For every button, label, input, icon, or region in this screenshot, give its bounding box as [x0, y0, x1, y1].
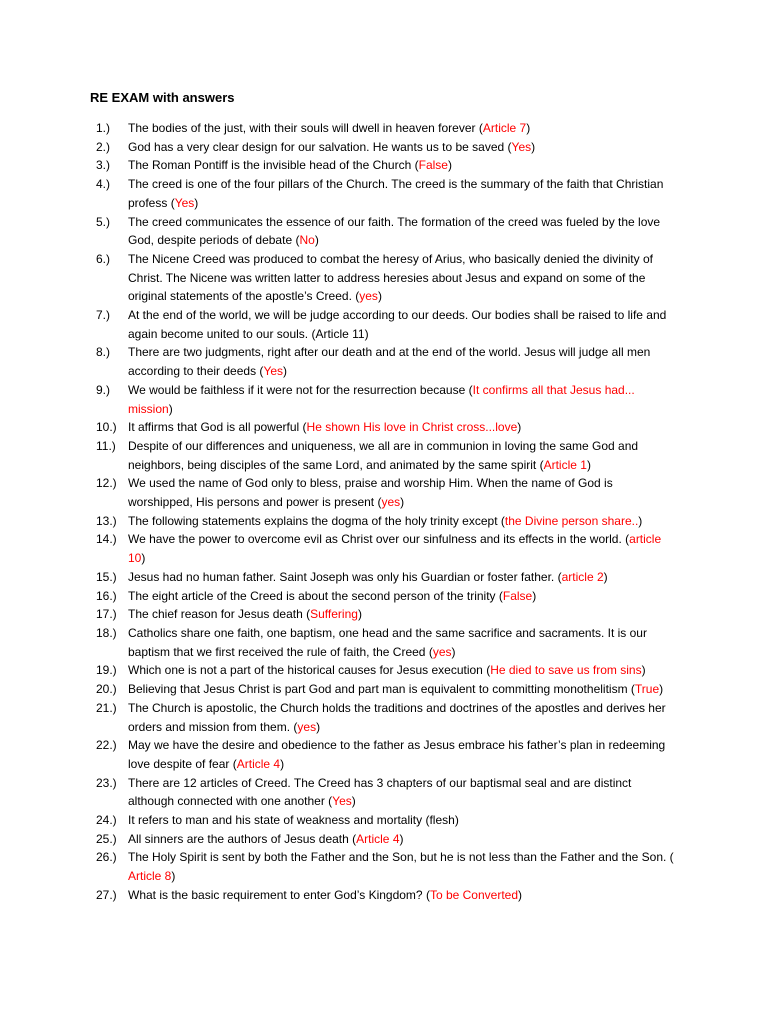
question-item [96, 381, 678, 418]
question-item [96, 661, 678, 680]
question-body: Jesus had no human father. Saint Joseph was only his Guardian or foster father. (article 2) [128, 569, 608, 584]
question-item [96, 119, 678, 138]
answer-text: To be Converted [429, 887, 519, 902]
question-item [96, 624, 678, 661]
question-text: God has a very clear design for our salvation. He wants us to be saved [128, 139, 505, 154]
question-item [96, 774, 678, 811]
question-body [128, 811, 678, 830]
question-item [96, 886, 678, 905]
answer-text: article 10 [128, 532, 662, 566]
question-item [96, 830, 678, 849]
question-text: We would be faithless if it were not for the resurrection because [128, 382, 466, 397]
question-text: There are 12 articles of Creed. The Creed has 3 chapters of our baptismal seal and are distinct although connected with one another [128, 775, 632, 809]
question-body: We have the power to overcome evil as Christ over our sinfulness and its effects in the world. (article 10) [128, 532, 662, 566]
question-number: 23.) [96, 775, 117, 790]
question-number: 5.) [96, 214, 111, 229]
question-text: The following statements explains the dogma of the holy trinity except [128, 513, 498, 528]
question-item [96, 605, 678, 624]
question-body: The chief reason for Jesus death (Suffering) [128, 607, 362, 622]
question-text: It refers to man and his state of weakness and mortality (flesh) [128, 813, 459, 828]
question-number: 1.) [96, 121, 111, 135]
question-number: 8.) [96, 345, 111, 360]
question-text: May we have the desire and obedience to the father as Jesus embrace his father’s plan in redeeming love despite of fear [128, 738, 666, 771]
question-number: 13.) [96, 513, 117, 528]
question-number: 25.) [96, 831, 117, 846]
document-title: RE EXAM with answers [90, 90, 235, 105]
question-number: 21.) [96, 700, 117, 715]
question-body: The Church is apostolic, the Church holds the traditions and doctrines of the apostles and derives her orders and mission from them. (yes) [128, 700, 666, 734]
question-item [96, 418, 678, 437]
question-body: The creed communicates the essence of our faith. The formation of the creed was fueled by the love God, despite periods of debate (No) [128, 214, 661, 248]
question-body [128, 306, 678, 343]
question-body: The Roman Pontiff is the invisible head of the Church (False) [128, 158, 452, 173]
question-item [96, 512, 678, 531]
question-item [96, 736, 678, 773]
question-item [96, 568, 678, 587]
question-number: 11.) [96, 438, 116, 453]
answer-text: False [418, 158, 448, 173]
question-item [96, 680, 678, 699]
answer-text: yes [359, 289, 378, 304]
question-text: The Holy Spirit is sent by both the Father and the Son, but he is not less than the Father and the Son. [128, 850, 667, 865]
answer-text: Article 4 [236, 756, 281, 771]
question-number: 9.) [96, 382, 111, 397]
question-number: 2.) [96, 139, 111, 154]
question-body: The Holy Spirit is sent by both the Father and the Son, but he is not less than the Father and the Son. ( Article 8) [128, 850, 674, 884]
question-item [96, 848, 678, 885]
answer-text: False [502, 588, 533, 603]
answer-text: yes [297, 719, 317, 734]
question-number: 18.) [96, 625, 117, 640]
answer-text: Article 7 [482, 121, 527, 135]
answer-text: the Divine person share.. [504, 513, 639, 528]
question-item [96, 306, 678, 343]
question-text: The creed is one of the four pillars of the Church. The creed is the summary of the faith that Christian profess [128, 177, 664, 210]
question-body: May we have the desire and obedience to the father as Jesus embrace his father’s plan in redeeming love despite of fear (Article 4) [128, 738, 666, 771]
question-number: 27.) [96, 887, 117, 902]
question-body: There are two judgments, right after our death and at the end of the world. Jesus will judge all men according to their deeds (Yes) [128, 345, 651, 379]
question-number: 26.) [96, 850, 117, 865]
answer-text: Article 4 [356, 831, 400, 846]
question-list [96, 119, 678, 905]
question-body: Despite of our differences and uniqueness, we all are in communion in loving the same God and neighbors, being disciples of the same Lord, and animated by the same spirit (Article 1) [128, 438, 639, 472]
question-item [96, 811, 678, 830]
question-body: The Nicene Creed was produced to combat the heresy of Arius, who basically denied the divinity of Christ. The Nicene was written latter to address heresies about Jesus and expand on some of the original statements of the apostle’s Creed. (yes) [128, 251, 653, 304]
question-number: 4.) [96, 177, 111, 192]
question-text: It affirms that God is all powerful [128, 420, 300, 435]
question-number: 14.) [96, 532, 117, 547]
question-text: The Church is apostolic, the Church holds the traditions and doctrines of the apostles and derives her orders and mission from them. [128, 700, 666, 734]
question-body: It affirms that God is all powerful (He shown His love in Christ cross...love) [128, 420, 522, 435]
answer-text: Article 8 [128, 869, 172, 884]
question-number: 15.) [96, 569, 117, 584]
question-item [96, 138, 678, 157]
question-number: 12.) [96, 476, 117, 491]
question-body: God has a very clear design for our salvation. He wants us to be saved (Yes) [128, 139, 536, 154]
question-text: The bodies of the just, with their souls will dwell in heaven forever [128, 121, 476, 135]
question-text: We used the name of God only to bless, praise and worship Him. When the name of God is worshipped, His persons and power is present [128, 476, 613, 510]
answer-text: True [634, 682, 660, 697]
question-number: 16.) [96, 588, 117, 603]
answer-text: He shown His love in Christ cross...love [306, 420, 518, 435]
question-text: At the end of the world, we will be judge according to our deeds. Our bodies shall be raised to life and again become united to our souls. (Article 11) [128, 308, 667, 341]
question-number: 10.) [96, 420, 117, 435]
question-body: Which one is not a part of the historical causes for Jesus execution (He died to save us from sins) [128, 663, 646, 678]
answer-text: Yes [332, 794, 352, 809]
question-text: Believing that Jesus Christ is part God and part man is equivalent to committing monothelitism [128, 682, 628, 697]
question-text: There are two judgments, right after our death and at the end of the world. Jesus will judge all men according to their deeds [128, 345, 651, 379]
question-body: Catholics share one faith, one baptism, one head and the same sacrifice and sacraments. It is our baptism that we first received the rule of faith, the Creed (yes) [128, 625, 647, 659]
question-text: What is the basic requirement to enter God’s Kingdom? [128, 887, 423, 902]
question-text: Catholics share one faith, one baptism, one head and the same sacrifice and sacraments. It is our baptism that we first received the rule of faith, the Creed [128, 625, 647, 659]
question-number: 20.) [96, 682, 117, 697]
answer-text: Article 1 [543, 457, 587, 472]
answer-text: It confirms all that Jesus had... mission [128, 382, 635, 416]
question-body: The bodies of the just, with their souls will dwell in heaven forever (Article 7) [128, 121, 531, 135]
question-item [96, 156, 678, 175]
question-number: 22.) [96, 738, 117, 753]
question-item [96, 437, 678, 474]
question-number: 24.) [96, 813, 117, 828]
question-body: The following statements explains the dogma of the holy trinity except (the Divine person share..) [128, 513, 643, 528]
answer-text: No [299, 233, 315, 248]
question-text: Which one is not a part of the historical causes for Jesus execution [128, 663, 483, 678]
question-body: Believing that Jesus Christ is part God and part man is equivalent to committing monothelitism (True) [128, 682, 664, 697]
question-text: We have the power to overcome evil as Christ over our sinfulness and its effects in the world. [128, 532, 622, 547]
question-item [96, 213, 678, 250]
question-body: What is the basic requirement to enter God’s Kingdom? (To be Converted) [128, 887, 523, 902]
question-body: There are 12 articles of Creed. The Creed has 3 chapters of our baptismal seal and are distinct although connected with one another (Yes) [128, 775, 632, 809]
question-number: 6.) [96, 251, 111, 266]
question-item [96, 587, 678, 606]
question-body: All sinners are the authors of Jesus death (Article 4) [128, 831, 404, 846]
question-text: The chief reason for Jesus death [128, 607, 303, 622]
answer-text: yes [381, 495, 401, 510]
question-text: The creed communicates the essence of our faith. The formation of the creed was fueled by the love God, despite periods of debate [128, 214, 661, 248]
question-text: The Roman Pontiff is the invisible head of the Church [128, 158, 412, 173]
question-text: Despite of our differences and uniqueness, we all are in communion in loving the same God and neighbors, being disciples of the same Lord, and animated by the same spirit [128, 438, 639, 472]
question-item [96, 530, 678, 567]
answer-text: Yes [174, 195, 195, 210]
question-body: The creed is one of the four pillars of the Church. The creed is the summary of the faith that Christian profess (Yes) [128, 177, 664, 210]
question-item [96, 699, 678, 736]
question-item [96, 175, 678, 212]
question-item [96, 474, 678, 511]
answer-text: article 2 [561, 569, 604, 584]
question-number: 3.) [96, 158, 111, 173]
question-body: We used the name of God only to bless, praise and worship Him. When the name of God is worshipped, His persons and power is present (yes) [128, 476, 613, 510]
question-text: All sinners are the authors of Jesus death [128, 831, 349, 846]
question-text: Jesus had no human father. Saint Joseph was only his Guardian or foster father. [128, 569, 555, 584]
answer-text: Yes [263, 364, 284, 379]
question-item [96, 250, 678, 306]
answer-text: Suffering [310, 607, 358, 622]
question-text: The eight article of the Creed is about the second person of the trinity [128, 588, 496, 603]
answer-text: Yes [511, 139, 532, 154]
question-item [96, 343, 678, 380]
question-number: 7.) [96, 308, 111, 323]
answer-text: He died to save us from sins [490, 663, 642, 678]
question-body: The eight article of the Creed is about the second person of the trinity (False) [128, 588, 537, 603]
question-text: The Nicene Creed was produced to combat the heresy of Arius, who basically denied the divinity of Christ. The Nicene was written latter to address heresies about Jesus and expand on some of the original statements of the apostle’s Creed. [128, 251, 653, 304]
question-body: We would be faithless if it were not for the resurrection because (It confirms all that Jesus had... mission) [128, 382, 635, 416]
question-number: 17.) [96, 607, 117, 622]
question-number: 19.) [96, 663, 117, 678]
answer-text: yes [432, 644, 452, 659]
